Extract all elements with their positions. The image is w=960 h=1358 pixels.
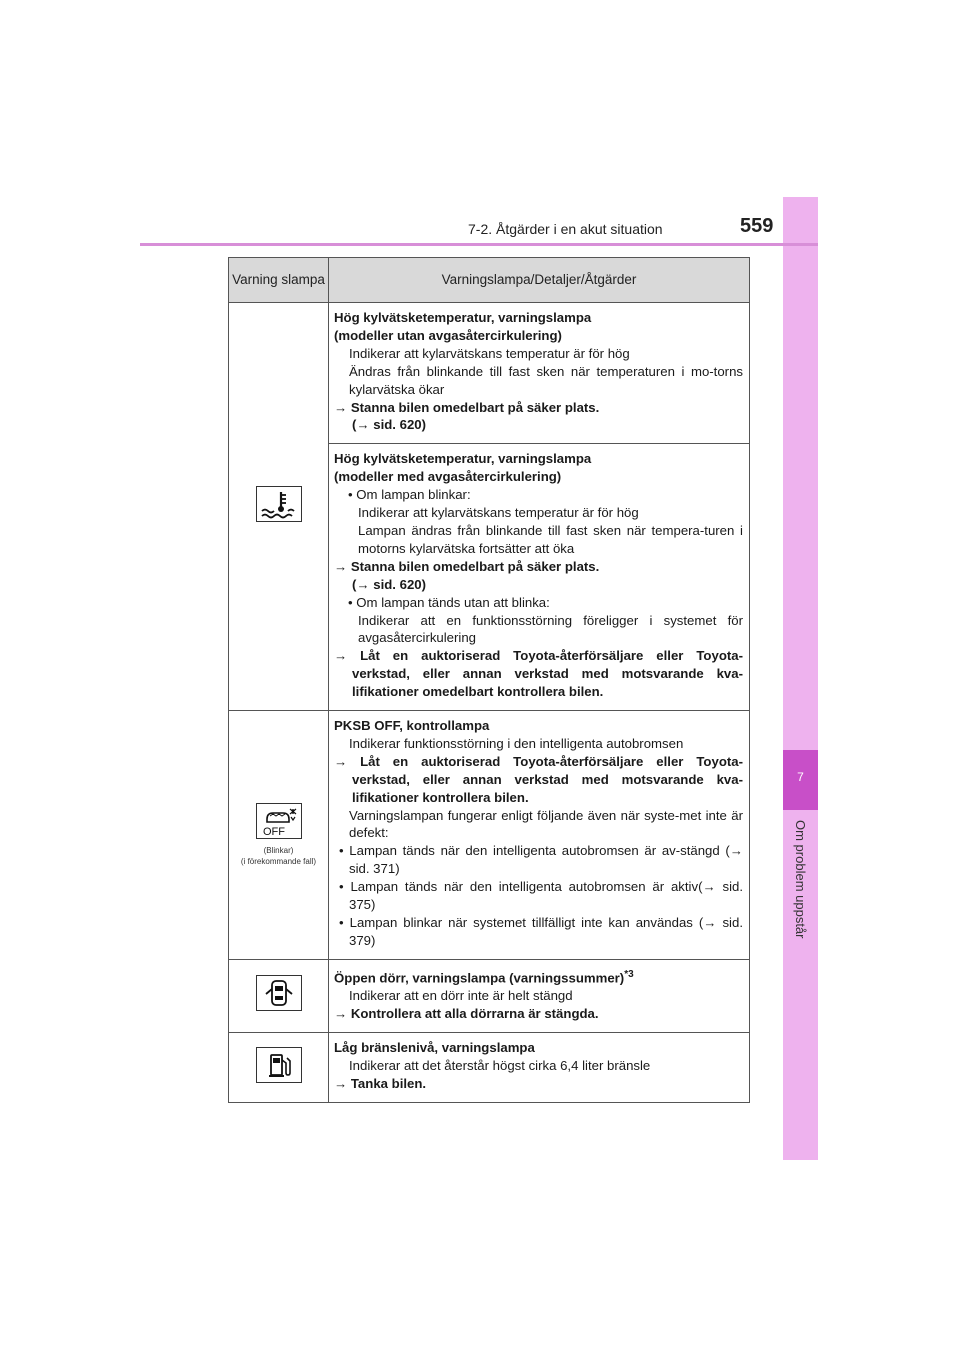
icon-cell [229,1032,329,1102]
bullet-item: • Om lampan tänds utan att blinka: [348,594,550,610]
page-number: 559 [740,215,774,237]
table-row [229,711,750,960]
chapter-number: 7 [797,770,804,784]
chapter-title: Om problem uppstår [793,820,808,939]
bullet-item: • Lampan tänds när den intelligenta autobromsen är av-stängd (→ sid. 371) [339,843,743,877]
description: Indikerar att en funktionsstörning föreligger i systemet för avgasåtercirkulering [358,612,743,646]
table-header-row [229,258,750,303]
column-header-details: Varningslampa/Detaljer/Åtgärder [329,258,750,303]
details-cell [329,711,750,960]
warning-lights-table [228,257,750,1103]
bullet-item: • Om lampan blinkar: [348,487,471,503]
description: Ändras från blinkande till fast sken när temperaturen i mo-torns kylarvätska ökar [349,363,743,397]
row-title: PKSB OFF, kontrollampa [334,718,490,734]
action: → Låt en auktoriserad Toyota-återförsäljare eller Toyota-verkstad, eller annan verkstad med motsvarande kva-lifikationer omedelbart kontrollera bilen. [334,648,743,700]
bullet-item: • Lampan tänds när den intelligenta autobromsen är aktiv(→ sid. 375) [339,879,743,913]
row-title: Hög kylvätsketemperatur, varningslampa [334,451,592,467]
description: Indikerar att kylarvätskans temperatur är för hög [358,505,639,521]
action: → Kontrollera att alla dörrarna är stängda. [334,1006,599,1022]
details-cell [329,444,750,711]
icon-cell [229,303,329,711]
header-rule [140,243,818,246]
open-door-icon [256,975,302,1011]
fuel-pump-icon [256,1047,302,1083]
description: Indikerar att en dörr inte är helt stängd [349,988,573,1004]
table-row [229,303,750,444]
action: → Tanka bilen. [334,1075,427,1091]
action: → Stanna bilen omedelbart på säker plats. [334,399,600,415]
table-row [229,959,750,1032]
footnote-marker: *3 [624,968,634,980]
row-title-text: Öppen dörr, varningslampa (varningssummer) [334,970,625,986]
pksb-off-icon [256,803,302,839]
row-subtitle: (modeller med avgasåtercirkulering) [334,469,562,485]
description: Varningslampan fungerar enligt följande även när syste-met inte är defekt: [349,807,743,841]
details-cell [329,1032,750,1102]
details-cell [329,303,750,444]
action: → Låt en auktoriserad Toyota-återförsäljare eller Toyota-verkstad, eller annan verkstad med motsvarande kva-lifikationer kontrollera bilen. [334,753,743,805]
icon-caption: (Blinkar) [263,846,294,856]
chapter-title-box [780,820,820,960]
row-title: Låg bränslenivå, varningslampa [334,1039,535,1055]
table-row [229,1032,750,1102]
page-reference: (→ sid. 620) [352,417,427,433]
details-cell [329,959,750,1032]
description: Indikerar att det återstår högst cirka 6,4 liter bränsle [349,1057,651,1073]
description: Indikerar att kylarvätskans temperatur är för hög [349,345,630,361]
row-title [334,966,743,987]
action: → Stanna bilen omedelbart på säker plats. [334,558,600,574]
row-title: Hög kylvätsketemperatur, varningslampa [334,310,592,325]
row-subtitle: (modeller utan avgasåtercirkulering) [334,327,562,343]
page-reference: (→ sid. 620) [352,576,427,592]
bullet-item: • Lampan blinkar när systemet tillfälligt inte kan användas (→ sid. 379) [339,915,743,948]
column-header-warning-light: Varning slampa [229,258,329,303]
pksb-off-text: OFF [262,826,285,839]
description: Indikerar funktionsstörning i den intelligenta autobromsen [349,735,684,751]
coolant-temperature-icon [256,486,302,522]
icon-cell [229,711,329,960]
icon-caption: (i förekommande fall) [240,857,317,867]
chapter-tab-strip [783,197,818,1160]
icon-cell [229,959,329,1032]
description: Lampan ändras från blinkande till fast sken när tempera-turen i motorns kylarvätska fortsätter att öka [358,522,743,556]
section-title: 7-2. Åtgärder i en akut situation [468,221,663,237]
